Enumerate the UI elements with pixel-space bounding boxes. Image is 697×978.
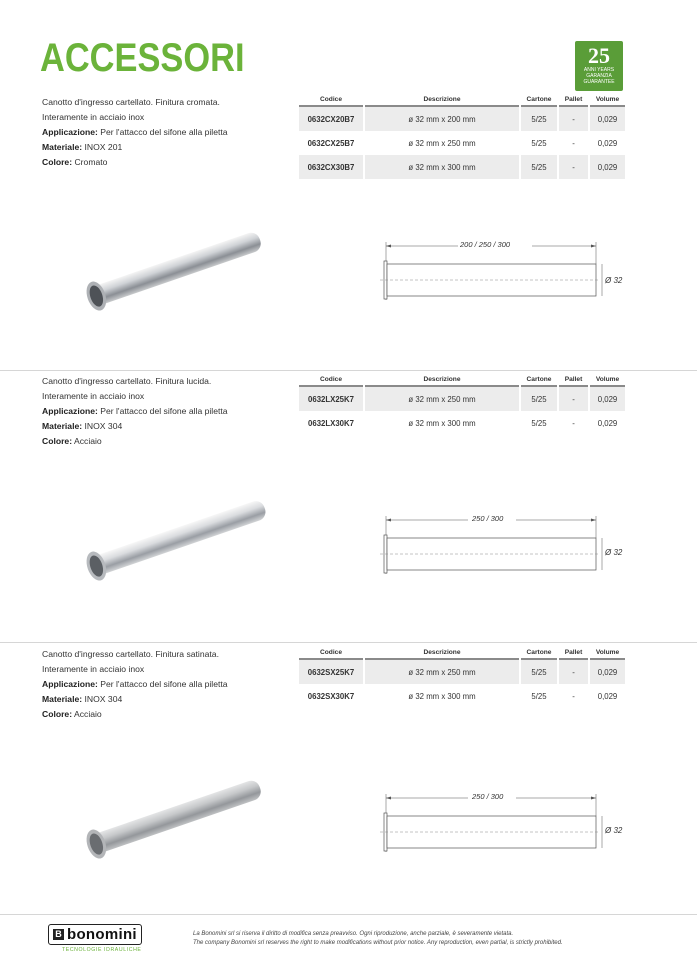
color-line: Colore: Cromato bbox=[42, 157, 108, 167]
brand-logo bbox=[48, 924, 142, 953]
pipe-photo-polished bbox=[70, 488, 275, 593]
page-title: ACCESSORI bbox=[40, 36, 245, 80]
material-line: Materiale: INOX 304 bbox=[42, 694, 123, 704]
cell-code: 0632SX25K7 bbox=[299, 660, 363, 684]
dim-diameter-2: Ø 32 bbox=[605, 548, 623, 557]
brand-subtitle: TECNOLOGIE IDRAULICHE bbox=[62, 947, 142, 953]
product-description-2 bbox=[42, 374, 228, 449]
cell-desc: ø 32 mm x 250 mm bbox=[365, 660, 519, 684]
pipe-photo-satin bbox=[72, 768, 272, 868]
cell-desc: ø 32 mm x 250 mm bbox=[408, 138, 476, 148]
application-line: Applicazione: Per l'attacco del sifone alla piletta bbox=[42, 127, 228, 137]
product-description-3 bbox=[42, 647, 228, 722]
cell-volume: 0,029 bbox=[597, 418, 618, 428]
cell-pallet: - bbox=[559, 107, 588, 131]
cell-carton: 5/25 bbox=[521, 155, 557, 179]
col-volume: Volume bbox=[590, 94, 625, 107]
technical-drawing-3 bbox=[380, 790, 630, 860]
dim-length-1: 200 / 250 / 300 bbox=[460, 240, 511, 249]
table-row bbox=[299, 660, 625, 684]
cell-pallet: - bbox=[559, 155, 588, 179]
cell-code: 0632CX25B7 bbox=[307, 138, 355, 148]
spec-table-3 bbox=[297, 647, 627, 708]
cell-code: 0632LX25K7 bbox=[299, 387, 363, 411]
cell-volume: 0,029 bbox=[590, 660, 625, 684]
table-row bbox=[299, 155, 625, 179]
color-line: Colore: Acciaio bbox=[42, 709, 102, 719]
table-row bbox=[299, 684, 625, 708]
badge-line-3: GUARANTEE bbox=[583, 79, 615, 85]
spec-table-1 bbox=[297, 94, 627, 179]
col-pallet: Pallet bbox=[559, 647, 588, 660]
cell-carton: 5/25 bbox=[531, 138, 547, 148]
cell-pallet: - bbox=[559, 660, 588, 684]
product-description-1 bbox=[42, 95, 228, 170]
cell-carton: 5/25 bbox=[531, 691, 547, 701]
cell-desc: ø 32 mm x 250 mm bbox=[365, 387, 519, 411]
badge-line-1: ANNI YEARS bbox=[583, 67, 615, 73]
cell-volume: 0,029 bbox=[590, 155, 625, 179]
cell-carton: 5/25 bbox=[531, 418, 547, 428]
cell-carton: 5/25 bbox=[521, 660, 557, 684]
disclaimer-it: La Bonomini srl si riserva il diritto di modifica senza preavviso. Ogni riproduzione, anche parziale, è severamente vietata. bbox=[193, 931, 514, 937]
cell-desc: ø 32 mm x 300 mm bbox=[365, 155, 519, 179]
cell-carton: 5/25 bbox=[521, 387, 557, 411]
brand-mark-icon: B bbox=[53, 929, 64, 940]
disclaimer-en: The company Bonomini srl reserves the right to make modifications without prior notice. Any reproduction, even partial, is strictly prohibited. bbox=[193, 939, 563, 946]
spec-table-2 bbox=[297, 374, 627, 435]
cell-code: 0632CX30B7 bbox=[299, 155, 363, 179]
dim-diameter-3: Ø 32 bbox=[605, 826, 623, 835]
dim-length-3: 250 / 300 bbox=[472, 792, 504, 801]
table-row bbox=[299, 411, 625, 435]
cell-carton: 5/25 bbox=[521, 107, 557, 131]
desc-line: Canotto d'ingresso cartellato. Finitura satinata. bbox=[42, 649, 219, 659]
desc-line: Interamente in acciaio inox bbox=[42, 112, 145, 122]
brand-name: bonomini bbox=[67, 926, 137, 943]
pipe-photo-chrome bbox=[72, 220, 272, 320]
col-code: Codice bbox=[299, 94, 363, 107]
cell-desc: ø 32 mm x 300 mm bbox=[408, 691, 476, 701]
footer-disclaimer bbox=[193, 930, 563, 947]
desc-line: Interamente in acciaio inox bbox=[42, 664, 145, 674]
col-desc: Descrizione bbox=[365, 374, 519, 387]
col-desc: Descrizione bbox=[365, 647, 519, 660]
technical-drawing-2 bbox=[380, 512, 630, 582]
col-carton: Cartone bbox=[521, 647, 557, 660]
cell-desc: ø 32 mm x 200 mm bbox=[365, 107, 519, 131]
cell-volume: 0,029 bbox=[590, 107, 625, 131]
cell-volume: 0,029 bbox=[590, 387, 625, 411]
cell-desc: ø 32 mm x 300 mm bbox=[408, 418, 476, 428]
cell-pallet: - bbox=[559, 387, 588, 411]
col-code: Codice bbox=[299, 374, 363, 387]
desc-line: Interamente in acciaio inox bbox=[42, 391, 145, 401]
section-divider bbox=[0, 370, 697, 371]
cell-volume: 0,029 bbox=[597, 691, 618, 701]
desc-line: Canotto d'ingresso cartellato. Finitura cromata. bbox=[42, 97, 220, 107]
section-divider bbox=[0, 642, 697, 643]
desc-line: Canotto d'ingresso cartellato. Finitura lucida. bbox=[42, 376, 212, 386]
table-row bbox=[299, 107, 625, 131]
col-carton: Cartone bbox=[521, 94, 557, 107]
table-row bbox=[299, 131, 625, 155]
cell-pallet: - bbox=[572, 691, 575, 701]
col-volume: Volume bbox=[590, 647, 625, 660]
dim-diameter-1: Ø 32 bbox=[605, 276, 623, 285]
guarantee-badge bbox=[575, 41, 623, 91]
badge-number: 25 bbox=[588, 43, 610, 68]
col-pallet: Pallet bbox=[559, 374, 588, 387]
cell-pallet: - bbox=[572, 138, 575, 148]
material-line: Materiale: INOX 201 bbox=[42, 142, 123, 152]
material-line: Materiale: INOX 304 bbox=[42, 421, 123, 431]
table-row bbox=[299, 387, 625, 411]
col-pallet: Pallet bbox=[559, 94, 588, 107]
badge-line-2: GARANZIA bbox=[586, 73, 612, 79]
col-code: Codice bbox=[299, 647, 363, 660]
cell-volume: 0,029 bbox=[597, 138, 618, 148]
cell-pallet: - bbox=[572, 418, 575, 428]
col-desc: Descrizione bbox=[365, 94, 519, 107]
footer-divider bbox=[0, 914, 697, 915]
col-volume: Volume bbox=[590, 374, 625, 387]
application-line: Applicazione: Per l'attacco del sifone alla piletta bbox=[42, 679, 228, 689]
col-carton: Cartone bbox=[521, 374, 557, 387]
cell-code: 0632CX20B7 bbox=[299, 107, 363, 131]
cell-code: 0632LX30K7 bbox=[308, 418, 354, 428]
application-line: Applicazione: Per l'attacco del sifone alla piletta bbox=[42, 406, 228, 416]
cell-code: 0632SX30K7 bbox=[307, 691, 355, 701]
color-line: Colore: Acciaio bbox=[42, 436, 102, 446]
dim-length-2: 250 / 300 bbox=[472, 514, 504, 523]
